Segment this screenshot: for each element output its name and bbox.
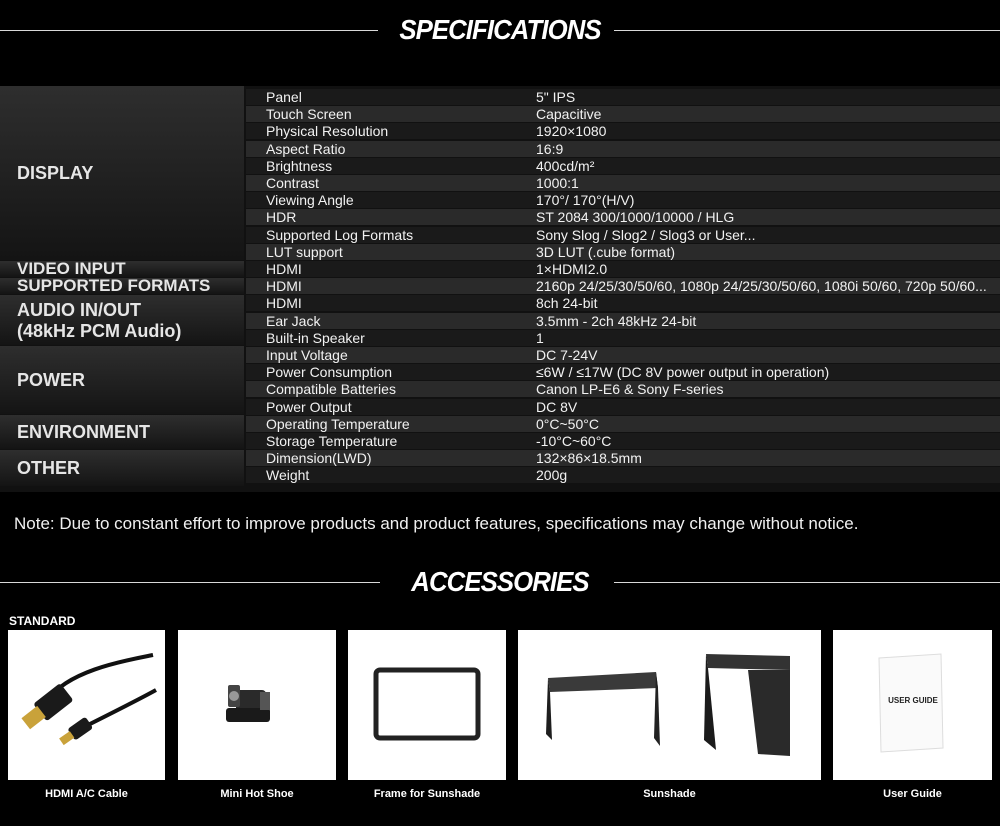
spec-key: Physical Resolution <box>266 123 389 139</box>
spec-row <box>246 278 1000 294</box>
spec-key: Aspect Ratio <box>266 141 346 157</box>
spec-value: 1000:1 <box>536 175 579 191</box>
category-label: OTHER <box>17 458 80 478</box>
category-power <box>0 346 244 414</box>
hot-shoe-icon <box>178 630 336 780</box>
spec-value: 1920×1080 <box>536 123 607 139</box>
spec-row <box>246 244 1000 260</box>
category-label: DISPLAY <box>17 163 94 183</box>
category-label: AUDIO IN/OUT <box>17 300 141 320</box>
accessory-card-hot-shoe <box>178 630 336 780</box>
spec-row <box>246 261 1000 277</box>
accessories-heading <box>0 562 1000 602</box>
user-guide-cover-text: USER GUIDE <box>888 696 938 705</box>
accessory-label: Mini Hot Shoe <box>220 788 294 800</box>
category-label: ENVIRONMENT <box>17 422 151 442</box>
category-label: POWER <box>17 370 86 390</box>
accessory-label: Frame for Sunshade <box>373 788 481 800</box>
spec-value: 3.5mm - 2ch 48kHz 24-bit <box>536 313 697 329</box>
spec-value: ≤6W / ≤17W (DC 8V power output in operation) <box>536 364 830 380</box>
spec-value: 200g <box>536 467 568 483</box>
spec-value: 132×86×18.5mm <box>536 450 642 466</box>
specifications-heading <box>0 10 1000 50</box>
spec-row <box>246 433 1000 449</box>
spec-value: 2160p 24/25/30/50/60, 1080p 24/25/30/50/60, 1080i 50/60, 720p 50/60... <box>536 278 987 294</box>
spec-value: 3D LUT (.cube format) <box>536 244 676 260</box>
category-label: SUPPORTED FORMATS <box>17 276 211 295</box>
spec-key: LUT support <box>266 244 343 260</box>
spec-row <box>246 141 1000 157</box>
spec-row <box>246 295 1000 311</box>
spec-row <box>246 381 1000 397</box>
heading-rule-right <box>614 30 1000 31</box>
accessory-card-user-guide <box>833 630 992 780</box>
spec-value: ST 2084 300/1000/10000 / HLG <box>536 209 735 225</box>
accessory-card-sunshade <box>518 630 821 780</box>
spec-key: HDMI <box>266 261 302 277</box>
spec-row <box>246 399 1000 415</box>
spec-row <box>246 450 1000 466</box>
spec-value: 5" IPS <box>536 89 576 105</box>
spec-key: Ear Jack <box>266 313 321 329</box>
spec-value: 170°/ 170°(H/V) <box>536 192 635 208</box>
spec-value: 0°C~50°C <box>536 416 599 432</box>
hdmi-cable-icon <box>8 630 165 780</box>
spec-row <box>246 330 1000 346</box>
accessory-card-sunshade-frame <box>348 630 506 780</box>
spec-key: Power Output <box>266 399 352 415</box>
spec-value: Canon LP-E6 & Sony F-series <box>536 381 724 397</box>
spec-key: Touch Screen <box>266 106 352 122</box>
accessories-title: ACCESSORIES <box>411 566 589 597</box>
spec-key: Contrast <box>266 175 319 191</box>
spec-row <box>246 227 1000 243</box>
spec-value: Sony Slog / Slog2 / Slog3 or User... <box>536 227 756 243</box>
spec-key: Compatible Batteries <box>266 381 396 397</box>
category-display <box>0 86 244 260</box>
spec-key: Operating Temperature <box>266 416 410 432</box>
spec-row <box>246 192 1000 208</box>
spec-row <box>246 106 1000 122</box>
spec-value: 400cd/m² <box>536 158 595 174</box>
spec-key: HDR <box>266 209 297 225</box>
accessory-card-hdmi-cable <box>8 630 165 780</box>
sunshade-icon <box>518 630 821 780</box>
accessory-label: Sunshade <box>643 788 696 800</box>
accessory-label: HDMI A/C Cable <box>45 788 128 800</box>
accessory-label: User Guide <box>883 788 942 800</box>
spec-row <box>246 416 1000 432</box>
spec-row <box>246 209 1000 225</box>
category-environment <box>0 415 244 449</box>
spec-key: Brightness <box>266 158 333 174</box>
spec-value: DC 7-24V <box>536 347 598 363</box>
category-supported-formats <box>0 278 244 294</box>
spec-value: 1×HDMI2.0 <box>536 261 608 277</box>
spec-row <box>246 467 1000 483</box>
sunshade-frame-icon <box>348 630 506 780</box>
spec-key: Input Voltage <box>266 347 348 363</box>
spec-value: 1 <box>536 330 544 346</box>
spec-key: Dimension(LWD) <box>266 450 372 466</box>
spec-row <box>246 89 1000 105</box>
category-sublabel: (48kHz PCM Audio) <box>17 321 182 341</box>
spec-value: 8ch 24-bit <box>536 295 598 311</box>
spec-row <box>246 158 1000 174</box>
spec-key: Supported Log Formats <box>266 227 414 243</box>
spec-row <box>246 347 1000 363</box>
category-label: VIDEO INPUT <box>17 259 126 278</box>
spec-key: Panel <box>266 89 302 105</box>
standard-label: STANDARD <box>9 614 76 628</box>
category-video-input <box>0 261 244 277</box>
spec-value: DC 8V <box>536 399 578 415</box>
category-other <box>0 450 244 486</box>
spec-value: 16:9 <box>536 141 564 157</box>
spec-value: -10°C~60°C <box>536 433 612 449</box>
spec-row <box>246 123 1000 139</box>
spec-row <box>246 175 1000 191</box>
spec-key: Viewing Angle <box>266 192 354 208</box>
spec-row <box>246 364 1000 380</box>
spec-row <box>246 313 1000 329</box>
spec-key: HDMI <box>266 295 302 311</box>
spec-key: Power Consumption <box>266 364 393 380</box>
specifications-title: SPECIFICATIONS <box>399 14 601 45</box>
spec-value: Capacitive <box>536 106 602 122</box>
spec-key: Weight <box>266 467 310 483</box>
spec-key: HDMI <box>266 278 302 294</box>
heading-rule-right <box>614 582 1000 583</box>
spec-key: Built-in Speaker <box>266 330 365 346</box>
category-audio <box>0 295 244 345</box>
spec-key: Storage Temperature <box>266 433 398 449</box>
disclaimer-note: Note: Due to constant effort to improve products and product features, specifications may change without notice. <box>14 514 859 533</box>
user-guide-icon <box>833 630 992 780</box>
